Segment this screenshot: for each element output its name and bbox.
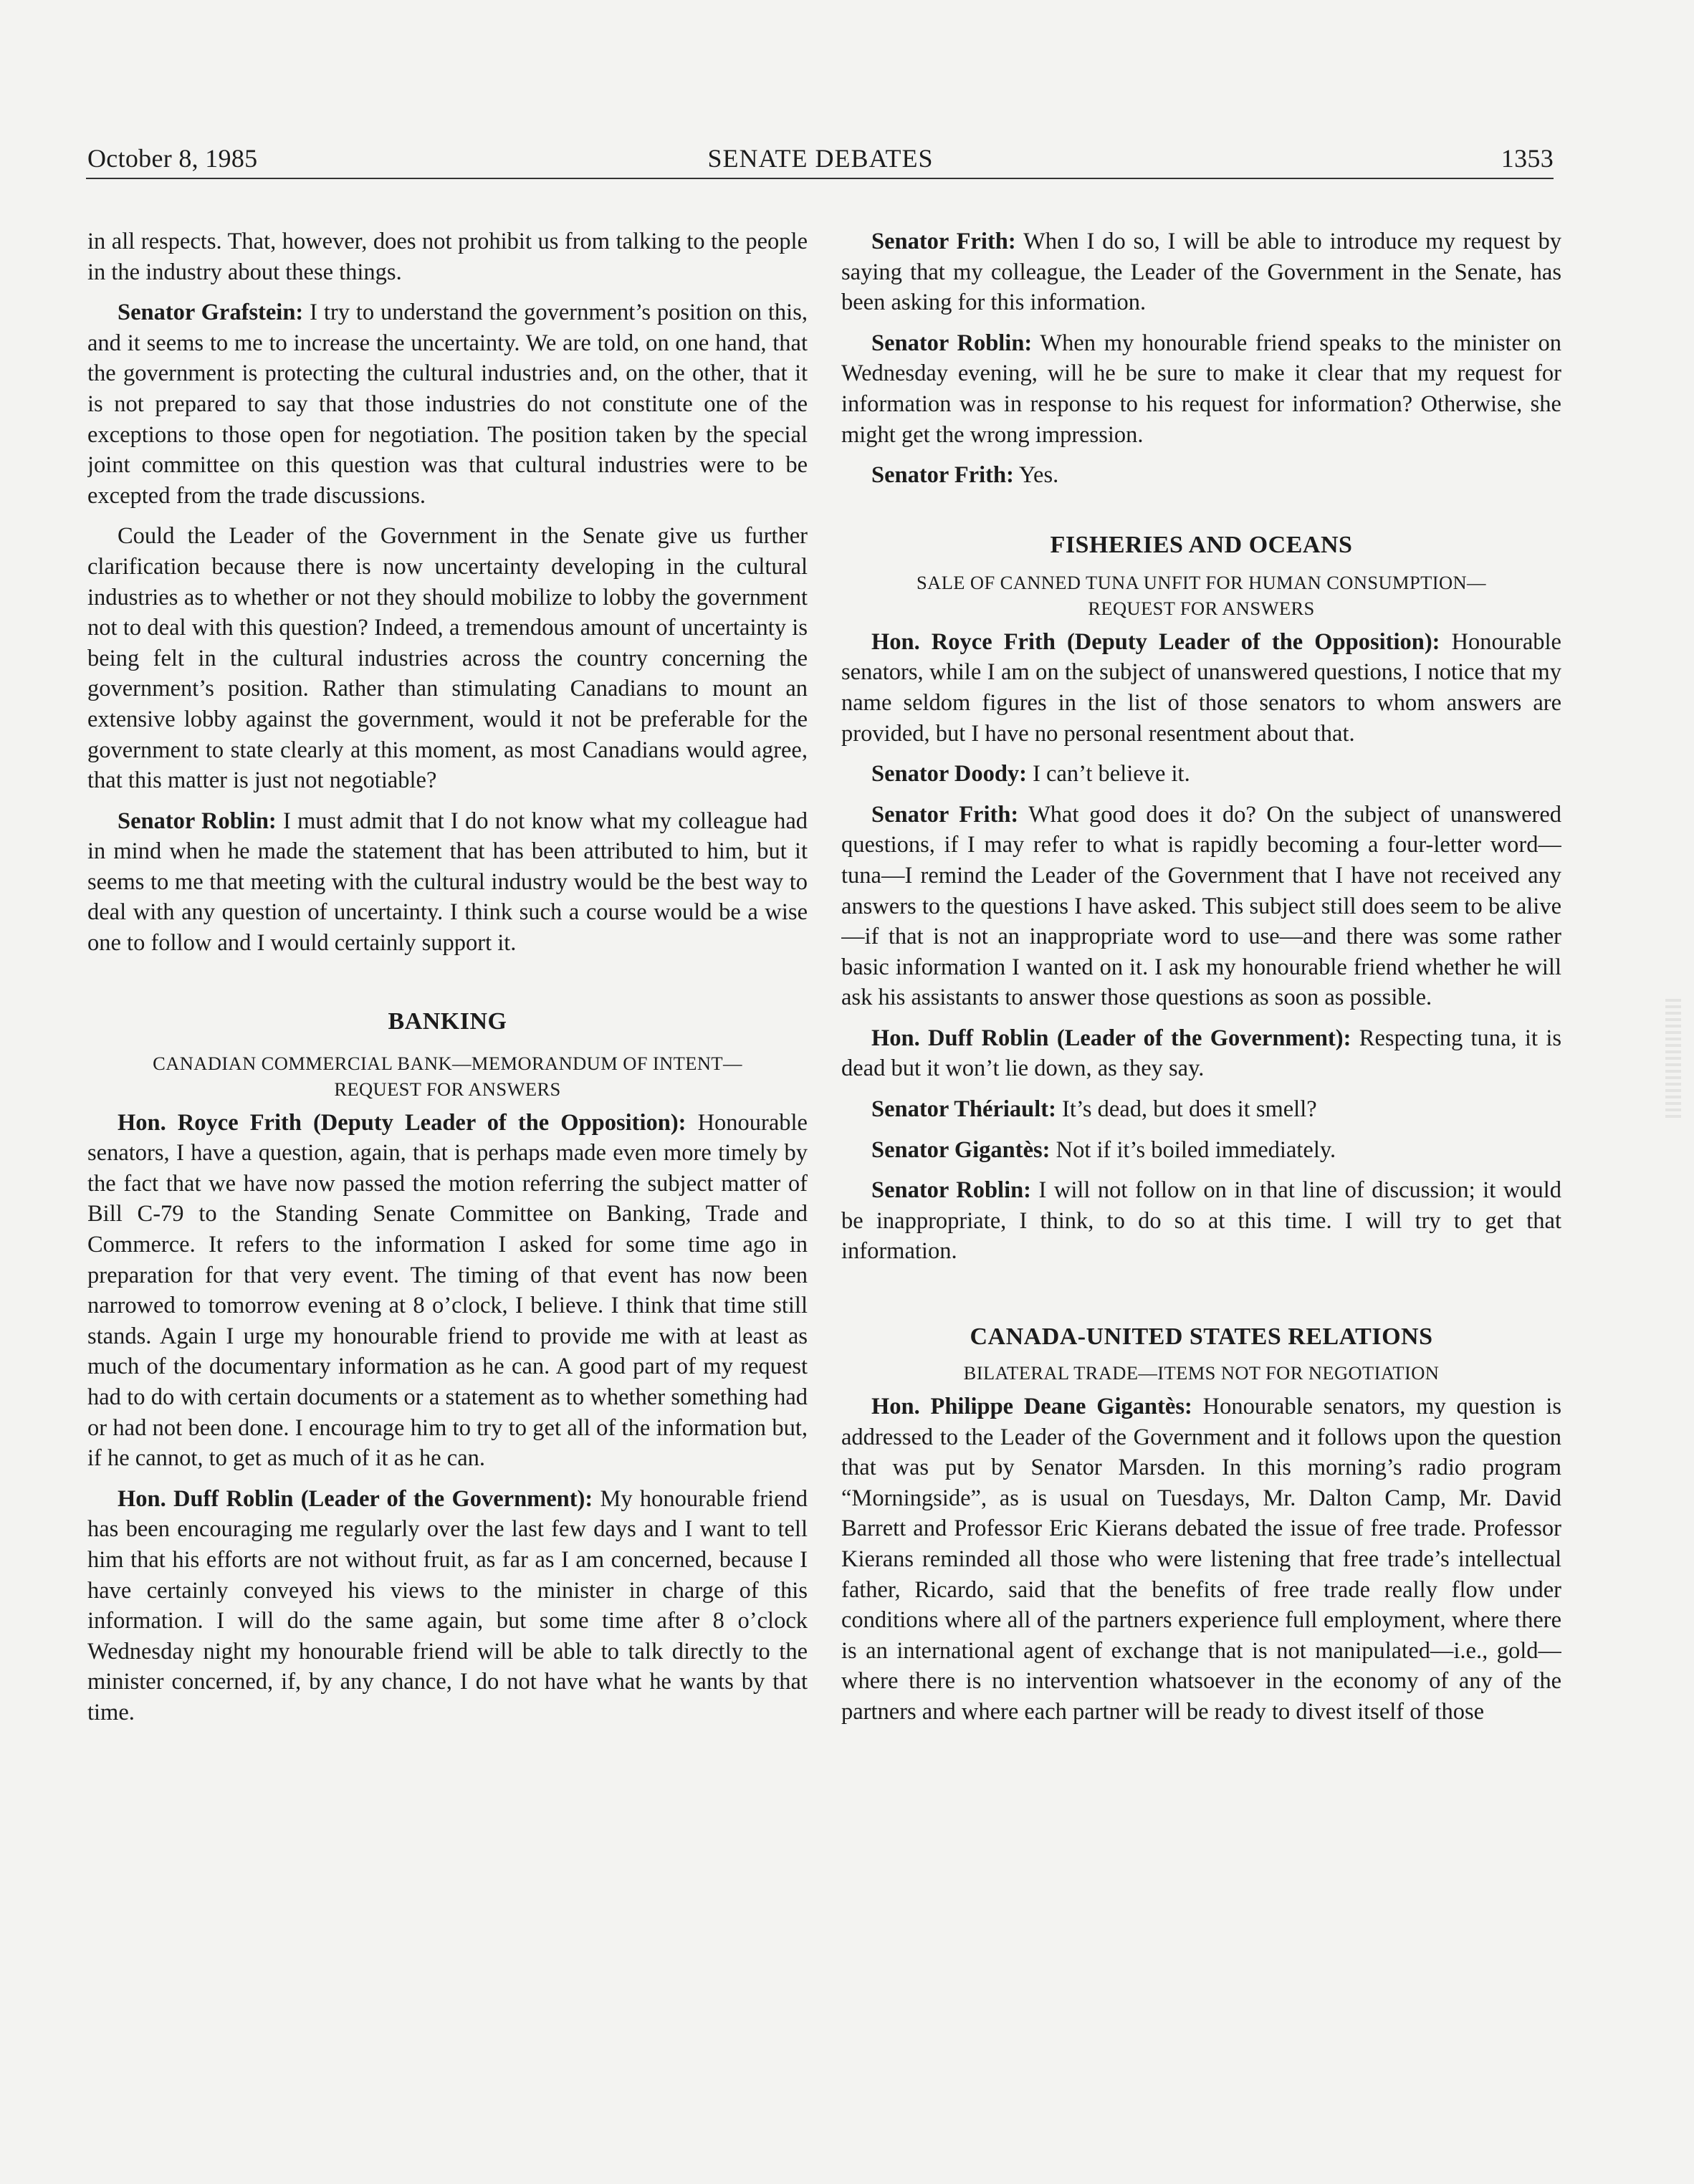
paragraph: Hon. Philippe Deane Gigantès: Honourable senators, my question is addressed to the Leader of the Government and it follows upon the question that was put by Senator Marsden. In this morning’s radio program “Morningside”, as is usual on Tuesdays, Mr. Dalton Camp, Mr. David Barrett and Professor Eric Kierans debated the issue of free trade. Professor Kierans reminded all those who were listening that free trade’s intellectual father, Ricardo, said that the benefits of free trade really flow under conditions where all of the partners experience full employment, where there is an international agent of exchange that is not manipulated—i.e., gold—where there is no intervention whatsoever in the economy of any of the partners and where each partner will be ready to divest itself of those xyxy=(841,1394,1561,1725)
speaker-name: Senator Roblin: xyxy=(871,330,1033,356)
speaker-name: Senator Doody: xyxy=(871,761,1027,787)
paragraph: Senator Roblin: I will not follow on in that line of discussion; it would be inappropriate, I think, to do so at this time. I will try to get that information. xyxy=(841,1177,1561,1265)
header-date: October 8, 1985 xyxy=(87,144,258,173)
header-page-number: 1353 xyxy=(1501,144,1554,173)
speaker-name: Hon. Royce Frith (Deputy Leader of the Opposition): xyxy=(871,628,1440,655)
speaker-name: Hon. Royce Frith (Deputy Leader of the Opposition): xyxy=(118,1109,686,1136)
paragraph: Could the Leader of the Government in the Senate give us further clarification because there is now uncertainty developing in the cultural industries as to whether or not they should mobilize to lobby the government not to deal with this question? Indeed, a tremendous amount of uncertainty is being felt in the cultural industries across the country concerning the government’s position. Rather than stimulating Canadians to mount an extensive lobby against the government, would it not be preferable for the government to state clearly at this moment, as most Canadians would agree, that this matter is just not negotiable? xyxy=(87,523,808,794)
page-header xyxy=(87,143,1554,179)
speaker-name: Hon. Duff Roblin (Leader of the Government): xyxy=(118,1485,593,1512)
subheading: BILATERAL TRADE—ITEMS NOT FOR NEGOTIATION xyxy=(963,1362,1440,1384)
section-heading-fisheries: FISHERIES AND OCEANS xyxy=(1050,531,1353,558)
speaker-name: Senator Roblin: xyxy=(871,1177,1031,1204)
speaker-name: Senator Frith: xyxy=(871,462,1014,489)
speaker-name: Senator Grafstein: xyxy=(118,300,304,326)
paragraph: Senator Roblin: I must admit that I do not know what my colleague had in mind when he made the statement that has been attributed to him, but it seems to me that meeting with the cultural industry would be the best way to deal with any question of uncertainty. I think such a course would be a wise one to follow and I would certainly support it. xyxy=(87,808,808,957)
right-column xyxy=(841,226,1561,1932)
speaker-name: Hon. Philippe Deane Gigantès: xyxy=(871,1394,1192,1420)
paragraph: Senator Gigantès: Not if it’s boiled immediately. xyxy=(871,1136,1336,1163)
scan-artifact xyxy=(1665,996,1681,1118)
paragraph: Senator Thériault: It’s dead, but does it smell? xyxy=(871,1096,1317,1123)
left-column xyxy=(87,226,808,1932)
speaker-name: Senator Thériault: xyxy=(871,1096,1056,1123)
paragraph: Hon. Royce Frith (Deputy Leader of the Opposition): Honourable senators, I have a question, again, that is perhaps made even more timely by the fact that we have now passed the motion referring the subject matter of Bill C-79 to the Standing Senate Committee on Banking, Trade and Commerce. It refers to the information I asked for some time ago in preparation for that very event. The timing of that event has now been narrowed to tomorrow evening at 8 o’clock, I believe. I think that time still stands. Again I urge my honourable friend to provide me with at least as much of the documentary information as he can. A good part of my request had to do with certain documents or a statement as to whether something had or had not been done. I encourage him to try to get all of the information but, if he cannot, to get as much of it as he can. xyxy=(87,1109,808,1472)
paragraph: Hon. Duff Roblin (Leader of the Government): Respecting tuna, it is dead but it won’t lie down, as they say. xyxy=(841,1025,1561,1082)
paragraph: Senator Doody: I can’t believe it. xyxy=(871,761,1190,787)
paragraph: Senator Grafstein: I try to understand the government’s position on this, and it seems to me to increase the uncertainty. We are told, on one hand, that the government is protecting the cultural industries and, on the other, that it is not prepared to say that those industries do not constitute one of the exceptions to those open for negotiation. The position taken by the special joint committee on this question was that cultural industries were to be excepted from the trade discussions. xyxy=(87,300,808,509)
paragraph: Hon. Royce Frith (Deputy Leader of the Opposition): Honourable senators, while I am on the subject of unanswered questions, I notice that my name seldom figures in the list of those senators to whom answers are provided, but I have no personal resentment about that. xyxy=(841,628,1561,747)
speaker-name: Senator Frith: xyxy=(871,229,1016,254)
paragraph: in all respects. That, however, does not prohibit us from talking to the people in the industry about these things. xyxy=(87,229,808,285)
paragraph: Senator Frith: Yes. xyxy=(871,462,1059,489)
speaker-name: Hon. Duff Roblin (Leader of the Government): xyxy=(871,1025,1351,1051)
section-heading-canada-us: CANADA-UNITED STATES RELATIONS xyxy=(970,1323,1433,1351)
header-title: SENATE DEBATES xyxy=(707,144,934,173)
speaker-name: Senator Frith: xyxy=(871,801,1019,828)
section-heading-banking: BANKING xyxy=(388,1007,507,1035)
subheading: CANADIAN COMMERCIAL BANK—MEMORANDUM OF INTENT— REQUEST FOR ANSWERS xyxy=(153,1052,742,1100)
paragraph: Senator Frith: What good does it do? On the subject of unanswered questions, if I may refer to what is rapidly becoming a four-letter word—tuna—I remind the Leader of the Government that I have not received any answers to the questions I have asked. This subject still does seem to be alive—if that is not an inappropriate word to use—and there was some rather basic information I wanted on it. I ask my honourable friend whether he will ask his assistants to answer those questions as soon as possible. xyxy=(841,801,1561,1011)
subheading: SALE OF CANNED TUNA UNFIT FOR HUMAN CONSUMPTION— REQUEST FOR ANSWERS xyxy=(917,571,1486,619)
speaker-name: Senator Gigantès: xyxy=(871,1136,1051,1163)
paragraph: Senator Frith: When I do so, I will be able to introduce my request by saying that my colleague, the Leader of the Government in the Senate, has been asking for this information. xyxy=(841,229,1561,316)
paragraph: Senator Roblin: When my honourable friend speaks to the minister on Wednesday evening, will he be sure to make it clear that my request for information was in response to his request for information? Otherwise, she might get the wrong impression. xyxy=(841,330,1561,448)
paragraph: Hon. Duff Roblin (Leader of the Government): My honourable friend has been encouraging me regularly over the last few days and I want to tell him that his efforts are not without fruit, as far as I am concerned, because I have certainly conveyed his views to the minister in charge of this information. I will do the same again, but some time after 8 o’clock Wednesday night my honourable friend will be able to talk directly to the minister concerned, if, by any chance, I do not have what he wants by that time. xyxy=(87,1485,808,1725)
speaker-name: Senator Roblin: xyxy=(118,808,277,834)
header-rule xyxy=(86,178,1554,179)
